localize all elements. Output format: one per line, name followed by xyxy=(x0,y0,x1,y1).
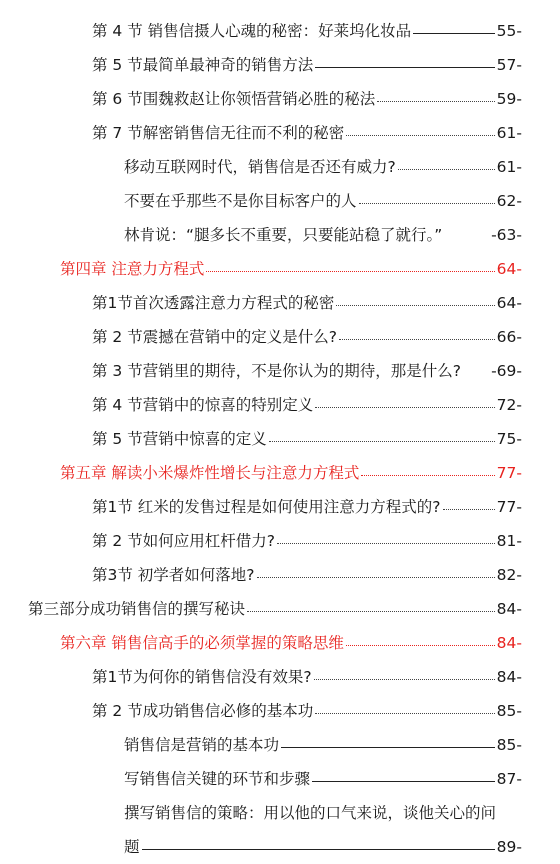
toc-leader xyxy=(277,542,495,544)
toc-entry[interactable] xyxy=(0,218,560,252)
toc-page-number: 75- xyxy=(496,430,522,448)
toc-leader xyxy=(377,100,494,102)
toc-page-number: 72- xyxy=(496,396,522,414)
toc-page-number: -63- xyxy=(491,226,522,244)
toc-entry-title: 撰写销售信的策略：用以他的口气来说，谈他关心的问 xyxy=(124,804,497,822)
table-of-contents xyxy=(0,14,560,864)
toc-entry[interactable] xyxy=(0,490,560,524)
toc-entry[interactable] xyxy=(0,320,560,354)
toc-page-number: 84- xyxy=(496,600,522,618)
toc-leader xyxy=(206,270,494,272)
toc-entry-title: 第 7 节解密销售信无往而不利的秘密 xyxy=(92,124,345,142)
toc-page-number: 55- xyxy=(496,22,522,40)
toc-leader xyxy=(346,644,495,646)
toc-entry[interactable] xyxy=(0,286,560,320)
toc-entry-title: 林肯说：“腿多长不重要，只要能站稳了就行。” xyxy=(124,226,443,244)
toc-entry-title: 第 3 节营销里的期待，不是你认为的期待，那是什么? xyxy=(92,362,461,380)
toc-entry-title: 第六章 销售信高手的必须掌握的策略思维 xyxy=(60,634,344,652)
toc-entry[interactable] xyxy=(0,558,560,592)
toc-page-number: 66- xyxy=(496,328,522,346)
toc-page-number: 82- xyxy=(496,566,522,584)
toc-entry[interactable] xyxy=(0,830,560,864)
toc-page-number: -69- xyxy=(491,362,522,380)
toc-entry[interactable] xyxy=(0,592,560,626)
toc-entry-title: 第 2 节如何应用杠杆借力? xyxy=(92,532,275,550)
toc-page-number: 64- xyxy=(496,260,522,278)
toc-leader xyxy=(257,576,495,578)
toc-entry-title: 第 6 节围魏救赵让你领悟营销必胜的秘法 xyxy=(92,90,376,108)
toc-entry[interactable] xyxy=(0,626,560,660)
toc-entry[interactable] xyxy=(0,660,560,694)
toc-entry-title: 第 4 节营销中的惊喜的特别定义 xyxy=(92,396,314,414)
toc-leader xyxy=(315,406,494,408)
toc-entry-title: 第1节为何你的销售信没有效果? xyxy=(92,668,312,686)
toc-entry-title: 写销售信关键的环节和步骤 xyxy=(124,770,311,788)
toc-entry-title: 销售信是营销的基本功 xyxy=(124,736,280,754)
toc-entry[interactable] xyxy=(0,456,560,490)
toc-page-number: 87- xyxy=(496,770,522,788)
toc-leader xyxy=(315,712,494,714)
toc-entry-title: 第三部分成功销售信的撰写秘诀 xyxy=(28,600,246,618)
toc-page-number: 64- xyxy=(496,294,522,312)
toc-entry[interactable] xyxy=(0,388,560,422)
toc-entry-title: 第 5 节营销中惊喜的定义 xyxy=(92,430,267,448)
toc-entry[interactable] xyxy=(0,524,560,558)
toc-entry-title: 题 xyxy=(124,838,140,856)
toc-page-number: 84- xyxy=(496,634,522,652)
toc-leader xyxy=(247,610,495,612)
toc-leader xyxy=(269,440,495,442)
toc-entry-title: 第1节 红米的发售过程是如何使用注意力方程式的? xyxy=(92,498,441,516)
toc-leader xyxy=(398,168,495,170)
toc-leader xyxy=(336,304,494,306)
toc-entry[interactable] xyxy=(0,796,560,830)
toc-entry[interactable] xyxy=(0,252,560,286)
toc-page-number: 57- xyxy=(496,56,522,74)
toc-leader xyxy=(314,678,495,680)
toc-page-number: 59- xyxy=(496,90,522,108)
toc-entry-title: 第 5 节最简单最神奇的销售方法 xyxy=(92,56,314,74)
toc-entry-title: 移动互联网时代，销售信是否还有威力? xyxy=(124,158,396,176)
toc-entry-title: 第五章 解读小米爆炸性增长与注意力方程式 xyxy=(60,464,360,482)
toc-entry[interactable] xyxy=(0,728,560,762)
toc-entry[interactable] xyxy=(0,184,560,218)
toc-entry[interactable] xyxy=(0,14,560,48)
toc-leader xyxy=(359,202,495,204)
toc-leader xyxy=(142,848,495,850)
toc-entry[interactable] xyxy=(0,762,560,796)
toc-page-number: 77- xyxy=(496,464,522,482)
toc-page-number: 77- xyxy=(496,498,522,516)
toc-leader xyxy=(346,134,494,136)
toc-page-number: 61- xyxy=(496,158,522,176)
toc-leader xyxy=(315,66,494,68)
toc-page-number: 84- xyxy=(496,668,522,686)
toc-page-number: 61- xyxy=(496,124,522,142)
toc-leader xyxy=(443,508,495,510)
toc-entry-title: 第四章 注意力方程式 xyxy=(60,260,205,278)
toc-page-number: 85- xyxy=(496,702,522,720)
toc-page-number: 81- xyxy=(496,532,522,550)
toc-entry[interactable] xyxy=(0,48,560,82)
toc-leader xyxy=(413,32,495,34)
toc-entry[interactable] xyxy=(0,82,560,116)
toc-leader xyxy=(312,780,495,782)
toc-entry-title: 第1节首次透露注意力方程式的秘密 xyxy=(92,294,335,312)
toc-leader xyxy=(361,474,494,476)
toc-page-number: 62- xyxy=(496,192,522,210)
toc-entry-title: 不要在乎那些不是你目标客户的人 xyxy=(124,192,357,210)
toc-entry[interactable] xyxy=(0,116,560,150)
toc-leader xyxy=(281,746,495,748)
toc-entry-title: 第 4 节 销售信摄人心魂的秘密：好莱坞化妆品 xyxy=(92,22,412,40)
toc-entry-title: 第3节 初学者如何落地? xyxy=(92,566,255,584)
toc-entry[interactable] xyxy=(0,354,560,388)
toc-leader xyxy=(339,338,495,340)
toc-entry[interactable] xyxy=(0,150,560,184)
toc-entry-title: 第 2 节成功销售信必修的基本功 xyxy=(92,702,314,720)
toc-entry[interactable] xyxy=(0,422,560,456)
toc-page-number: 89- xyxy=(496,838,522,856)
toc-entry[interactable] xyxy=(0,694,560,728)
toc-page-number: 85- xyxy=(496,736,522,754)
toc-entry-title: 第 2 节震撼在营销中的定义是什么? xyxy=(92,328,337,346)
